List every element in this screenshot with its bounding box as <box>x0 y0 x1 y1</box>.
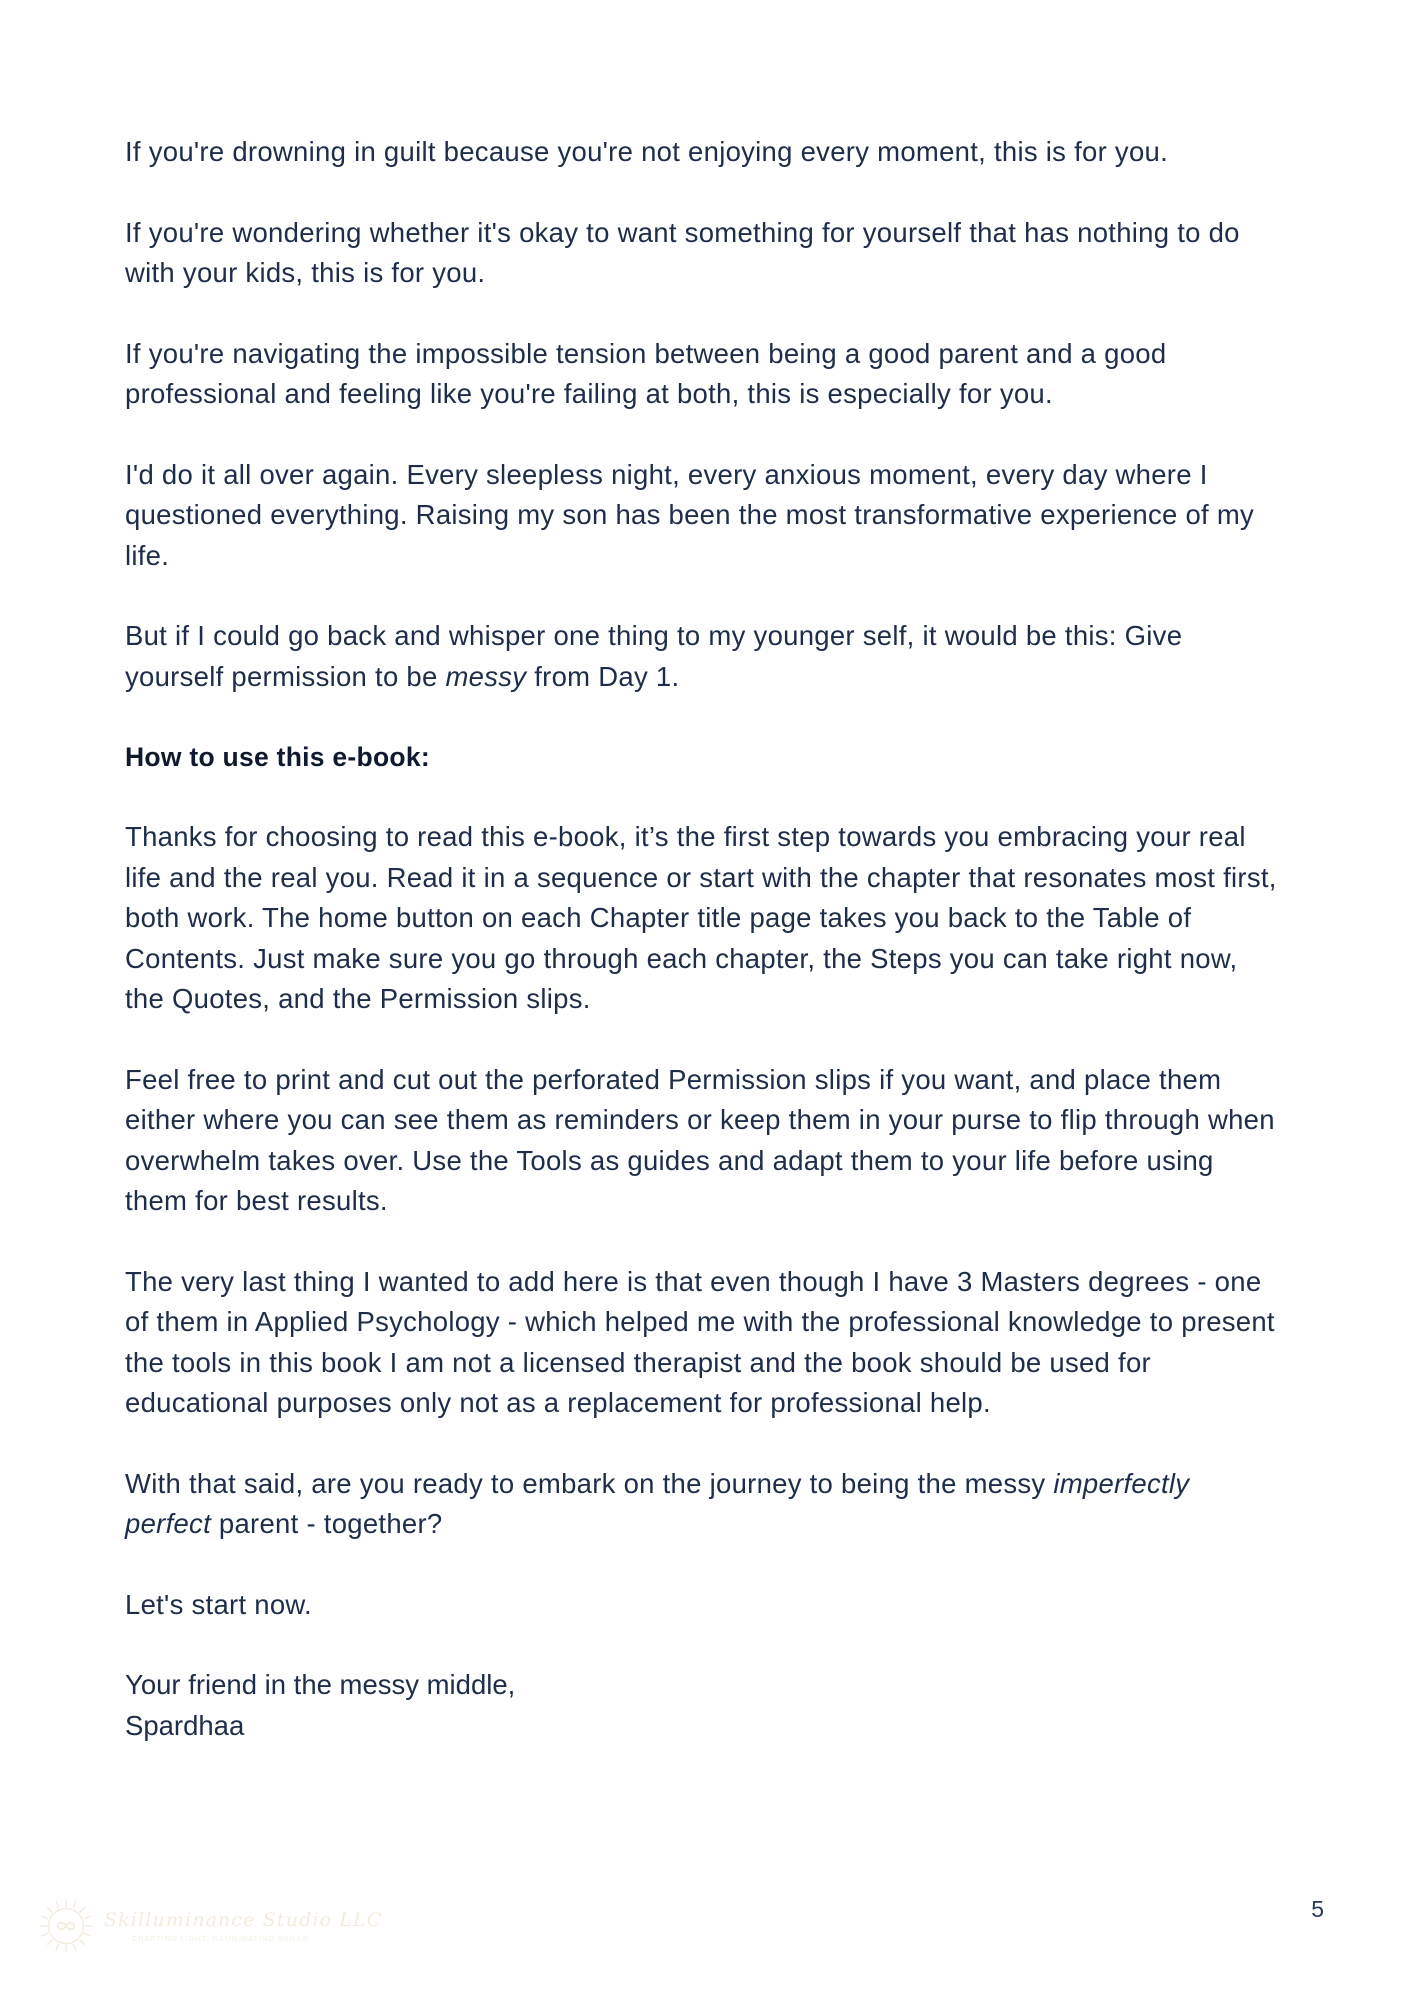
closing-tail-text: parent - together? <box>211 1508 443 1539</box>
paragraph-thanks-for-choosing: Thanks for choosing to read this e-book, it’s the first step towards you embracing your real life and the real you. Read it in a sequence or start with the chapter that resonates most first, both work. The home button on each Chapter title page takes you back to the Table of Contents. Just make sure you go through each chapter, the Steps you can take right now, the Quotes, and the Permission slips. <box>125 821 1277 1014</box>
page-content <box>125 132 1280 1746</box>
paragraph-navigating: If you're navigating the impossible tension between being a good parent and a good professional and feeling like you're failing at both, this is especially for you. <box>125 337 1167 409</box>
paragraph-call-to-action: Let's start now. <box>125 1588 312 1620</box>
paragraph-do-it-again: I'd do it all over again. Every sleepless night, every anxious moment, every day where I questioned everything. Raising my son has been the most transformative experience of my life. <box>125 458 1255 571</box>
permission-tail-text: from Day 1. <box>526 660 680 692</box>
paragraph-guilt: If you're drowning in guilt because you're not enjoying every moment, this is for you. <box>125 136 1169 167</box>
paragraph-closing-question <box>125 1464 1280 1545</box>
permission-lead-text: But if I could go back and whisper one thing to my younger self, it would be this: Give yourself permission to be <box>125 620 1183 692</box>
page-footer <box>0 1880 1414 2000</box>
paragraph-permission-slips: Feel free to print and cut out the perforated Permission slips if you want, and place them either where you can see them as reminders or keep them in your purse to flip through when overwhelm takes over. Use the Tools as guides and adapt them to your life before using them for best results. <box>125 1063 1275 1216</box>
watermark-text <box>104 1909 383 1944</box>
page-number: 5 <box>1311 1896 1324 1922</box>
closing-lead-text: With that said, are you ready to embark on the journey to being the messy <box>125 1467 1054 1499</box>
closing-emphasis-imperfectly-perfect: imperfectly perfect <box>125 1467 1190 1539</box>
watermark-logo <box>38 1898 383 1954</box>
paragraph-permission-messy <box>125 616 1280 697</box>
watermark-company-name: Skilluminance Studio LLC <box>104 1908 383 1931</box>
sunburst-infinity-icon <box>38 1898 94 1954</box>
signoff-author-name: Spardhaa <box>125 1709 245 1741</box>
signoff-line-one: Your friend in the messy middle, <box>125 1669 516 1700</box>
paragraph-wondering: If you're wondering whether it's okay to want something for yourself that has nothing to do with your kids, this is for you. <box>125 216 1240 288</box>
section-heading-how-to-use: How to use this e-book: <box>125 742 430 772</box>
signoff-block <box>125 1665 1280 1746</box>
watermark-tagline: CRAFTING LIGHT, ILLUMINATING SKILLS <box>132 1933 309 1943</box>
permission-emphasis-messy: messy <box>445 660 527 692</box>
paragraph-disclaimer: The very last thing I wanted to add here is that even though I have 3 Masters degrees - one of them in Applied Psychology - which helped me with the professional knowledge to present the tools in this book I am not a licensed therapist and the book should be used for educational purposes only not as a replacement for professional help. <box>125 1265 1275 1418</box>
